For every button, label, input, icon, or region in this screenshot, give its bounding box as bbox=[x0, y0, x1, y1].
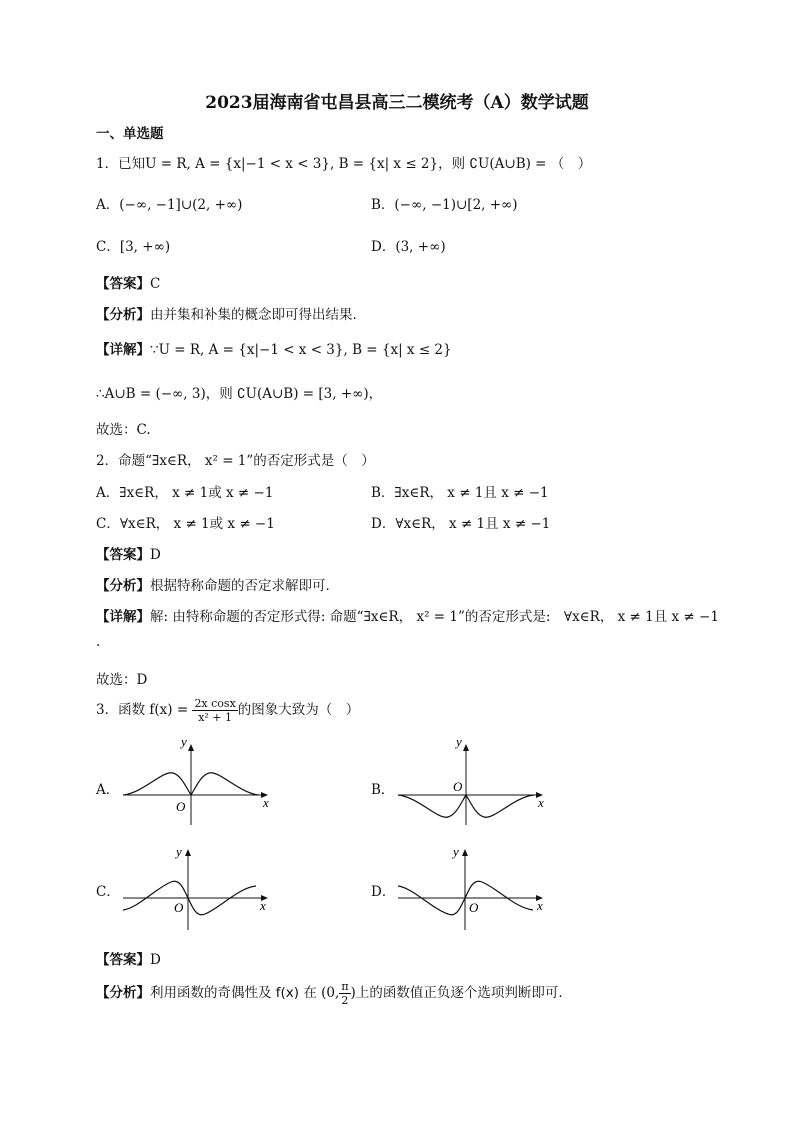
q3-interval-numerator: π bbox=[341, 980, 349, 993]
y-axis-arrow bbox=[462, 849, 468, 856]
detail-tag: 【详解】 bbox=[96, 609, 150, 625]
q2-stem: 2．命题“∃x∈R， x² = 1”的否定形式是（ ） bbox=[96, 453, 375, 469]
q1-option-a: A．(−∞, −1]∪(2, +∞) bbox=[96, 197, 243, 213]
q3-fraction-numerator: 2x cosx bbox=[194, 697, 236, 710]
q1-answer-value: C bbox=[150, 276, 161, 292]
q3-answer-row bbox=[96, 948, 161, 968]
axis-x-label: x bbox=[537, 898, 543, 913]
q3-interval-open: (0, bbox=[321, 985, 340, 1001]
q2-detail-text: 解: 由特称命题的否定形式得: 命题“∃x∈R， x² = 1”的否定形式是: ∀x∈R， x ≠ 1且 x ≠ −1 bbox=[150, 609, 719, 625]
y-axis-arrow bbox=[188, 744, 194, 751]
q2-analysis-row bbox=[96, 574, 330, 594]
q1-analysis-row bbox=[96, 303, 357, 323]
page-title: 2023届海南省屯昌县高三二模统考（A）数学试题 bbox=[205, 93, 589, 113]
axis-x-label: x bbox=[538, 795, 544, 810]
q3-analysis-prefix: 利用函数的奇偶性及 f(x) 在 bbox=[150, 985, 317, 1001]
q3-analysis-suffix: 上的函数值正负逐个选项判断即可. bbox=[355, 985, 563, 1001]
q3-option-b-label: B． bbox=[371, 782, 395, 798]
origin-label: O bbox=[176, 799, 186, 814]
origin-label: O bbox=[469, 900, 479, 915]
q3-analysis-row bbox=[96, 980, 563, 1007]
analysis-tag: 【分析】 bbox=[96, 985, 150, 1001]
axis-y-label: y bbox=[181, 735, 187, 749]
q3-stem-prefix: 3．函数 f(x) = bbox=[96, 702, 189, 718]
q3-graph-a bbox=[118, 735, 278, 830]
answer-tag: 【答案】 bbox=[96, 276, 150, 292]
q3-graph-c bbox=[118, 840, 278, 935]
q2-option-b: B．∃x∈R， x ≠ 1且 x ≠ −1 bbox=[371, 485, 549, 501]
answer-tag: 【答案】 bbox=[96, 952, 150, 968]
q2-answer-row bbox=[96, 543, 161, 563]
q2-trailing-dot: . bbox=[96, 634, 101, 650]
q3-graph-d bbox=[393, 840, 553, 935]
q1-detail-row bbox=[96, 338, 452, 358]
q3-answer-value: D bbox=[150, 952, 161, 968]
q3-graph-b bbox=[393, 735, 553, 830]
q1-option-b: B．(−∞, −1)∪[2, +∞) bbox=[371, 197, 518, 213]
q3-interval-close: ) bbox=[350, 985, 356, 1001]
analysis-tag: 【分析】 bbox=[96, 578, 150, 594]
detail-tag: 【详解】 bbox=[96, 342, 150, 358]
q2-detail-row bbox=[96, 605, 719, 625]
q2-answer-value: D bbox=[150, 547, 161, 563]
q1-option-c: C．[3, +∞) bbox=[96, 239, 171, 255]
q1-answer-row bbox=[96, 272, 160, 292]
answer-tag: 【答案】 bbox=[96, 547, 150, 563]
q1-choose: 故选：C. bbox=[96, 422, 151, 438]
q3-stem bbox=[96, 697, 359, 724]
q1-stem: 1．已知U = R, A = {x|−1 < x < 3}, B = {x| x ≤ 2}，则 ∁U(A∪B) = （ ） bbox=[96, 156, 592, 172]
analysis-tag: 【分析】 bbox=[96, 307, 150, 323]
q3-interval-fraction bbox=[339, 980, 350, 1007]
q3-fraction-denominator: x² + 1 bbox=[198, 711, 233, 724]
axis-y-label: y bbox=[453, 844, 459, 859]
origin-label: O bbox=[453, 779, 463, 794]
axis-x-label: x bbox=[260, 898, 266, 913]
q2-option-c: C．∀x∈R， x ≠ 1或 x ≠ −1 bbox=[96, 516, 275, 532]
origin-label: O bbox=[174, 900, 184, 915]
q3-stem-suffix: 的图象大致为（ ） bbox=[237, 702, 360, 718]
q3-interval-denominator: 2 bbox=[341, 994, 349, 1007]
q1-option-d: D．(3, +∞) bbox=[371, 239, 446, 255]
axis-y-label: y bbox=[176, 844, 182, 859]
q3-option-c-label: C． bbox=[96, 884, 120, 900]
section-heading: 一、单选题 bbox=[96, 126, 164, 142]
q2-analysis-text: 根据特称命题的否定求解即可. bbox=[150, 578, 330, 594]
q3-option-a-label: A． bbox=[96, 782, 120, 798]
axis-y-label: y bbox=[456, 735, 462, 749]
y-axis-arrow bbox=[463, 744, 469, 751]
q2-choose: 故选：D bbox=[96, 672, 148, 688]
q3-option-d-label: D． bbox=[371, 884, 396, 900]
q2-option-a: A．∃x∈R， x ≠ 1或 x ≠ −1 bbox=[96, 485, 274, 501]
q1-analysis-text: 由并集和补集的概念即可得出结果. bbox=[150, 307, 357, 323]
q1-detail-line1: ∵U = R, A = {x|−1 < x < 3}, B = {x| x ≤ 2} bbox=[150, 342, 452, 358]
y-axis-arrow bbox=[185, 849, 191, 856]
q3-fraction bbox=[192, 697, 237, 724]
axis-x-label: x bbox=[263, 795, 269, 810]
q1-detail-line2: ∴A∪B = (−∞, 3)，则 ∁U(A∪B) = [3, +∞)， bbox=[96, 386, 383, 402]
q2-option-d: D．∀x∈R， x ≠ 1且 x ≠ −1 bbox=[371, 516, 551, 532]
